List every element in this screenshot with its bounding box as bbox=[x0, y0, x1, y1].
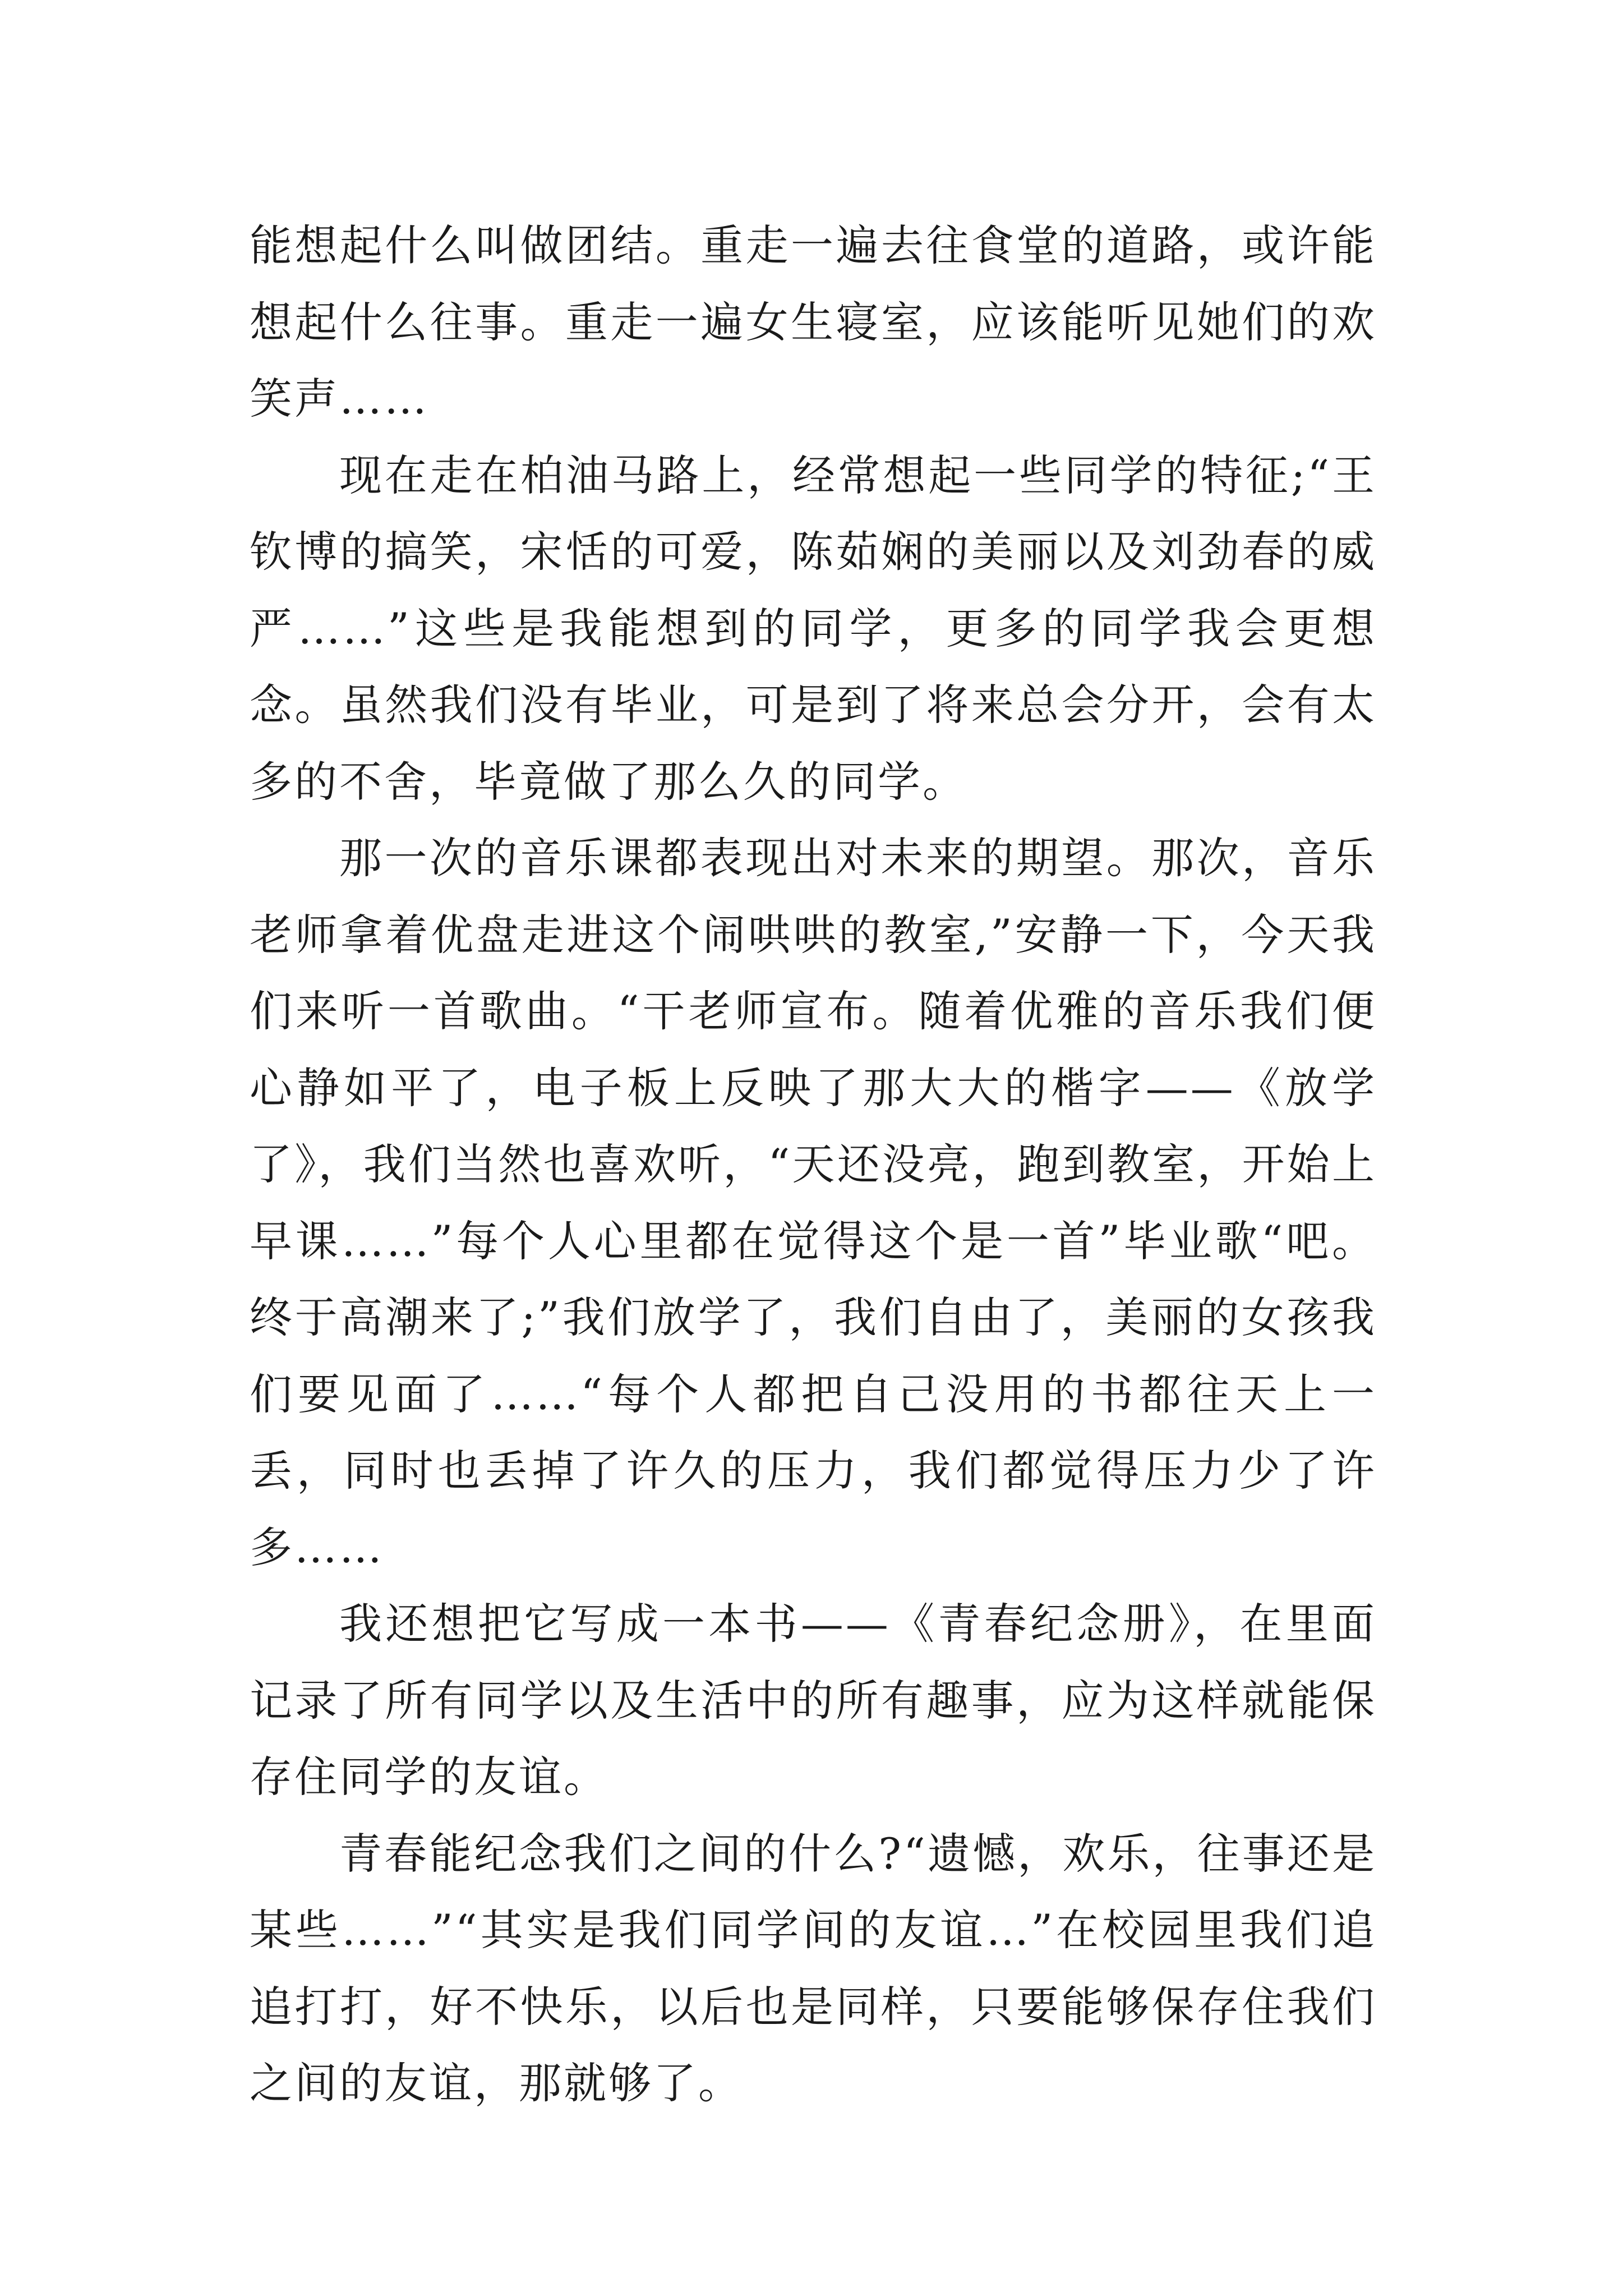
document-body bbox=[250, 208, 1377, 2122]
paragraph-2: 现在走在柏油马路上，经常想起一些同学的特征;“王钦博的搞笑，宋恬的可爱，陈茹娴的美丽以及刘劲春的威严……”这些是我能想到的同学，更多的同学我会更想念。虽然我们没有毕业，可是到了将来总会分开，会有太多的不舍，毕竟做了那么久的同学。 bbox=[250, 450, 1377, 807]
paragraph-3: 那一次的音乐课都表现出对未来的期望。那次，音乐老师拿着优盘走进这个闹哄哄的教室,”安静一下，今天我们来听一首歌曲。“干老师宣布。随着优雅的音乐我们便心静如平了，电子板上反映了那大大的楷字——《放学了》，我们当然也喜欢听，“天还没亮，跑到教室，开始上早课……”每个人心里都在觉得这个是一首”毕业歌“吧。终于高潮来了;”我们放学了，我们自由了，美丽的女孩我们要见面了……“每个人都把自己没用的书都往天上一丢，同时也丢掉了许久的压力，我们都觉得压力少了许多…… bbox=[250, 833, 1377, 1572]
paragraph-1: 能想起什么叫做团结。重走一遍去往食堂的道路，或许能想起什么往事。重走一遍女生寝室，应该能听见她们的欢笑声…… bbox=[250, 220, 1377, 424]
paragraph-4: 我还想把它写成一本书——《青春纪念册》，在里面记录了所有同学以及生活中的所有趣事，应为这样就能保存住同学的友谊。 bbox=[250, 1599, 1377, 1802]
paragraph-5: 青春能纪念我们之间的什么?“遗憾，欢乐，往事还是某些……”“其实是我们同学间的友谊…”在校园里我们追追打打，好不快乐，以后也是同样，只要能够保存住我们之间的友谊，那就够了。 bbox=[250, 1828, 1377, 2108]
